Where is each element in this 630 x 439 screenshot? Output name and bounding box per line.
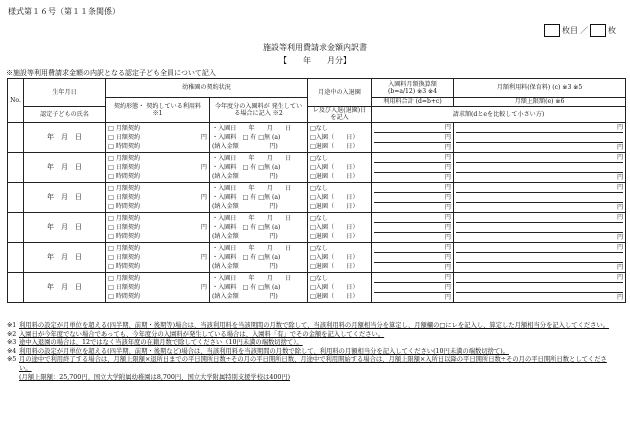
yen-unit (456, 193, 623, 203)
footnote-marker (7, 374, 19, 383)
contract-form-field[interactable] (106, 182, 210, 212)
mid-entry-field[interactable] (308, 122, 372, 152)
col-contract-form: 契約形態・ 契約している利用料 ※1 (106, 98, 210, 123)
contract-option[interactable]: □ 月額契約 (108, 244, 141, 252)
col-mid-entry: 月途中の入退園 (308, 79, 372, 107)
monthly-fee-field[interactable] (454, 122, 626, 152)
dob-field[interactable]: 年 月 日 (24, 152, 106, 182)
monthly-fee-field[interactable] (454, 212, 626, 242)
admission-fee-field[interactable] (210, 122, 308, 152)
yen-unit: 円 (200, 163, 207, 171)
sheet-number-box[interactable] (544, 24, 560, 37)
yen-unit: 円 (444, 293, 452, 301)
row-number (8, 212, 24, 242)
col-no: No. (8, 79, 24, 123)
admission-line: ・入園料 □ 有 □無 (a) (212, 283, 281, 291)
yen-unit: 円 (200, 283, 207, 291)
admission-line: ・入園日 年 月 日 (212, 274, 292, 282)
row-number (8, 182, 24, 212)
mid-entry-option[interactable]: □入園（ 日） (310, 283, 359, 291)
total-sheets-box[interactable] (590, 24, 606, 37)
col-cap: 月額上限額(e) ※6 (454, 98, 626, 107)
contract-option[interactable]: □ 月額契約 (108, 274, 141, 282)
document-title: 施設等利用費請求金額内訳書 (263, 43, 367, 52)
total-label: 枚 (608, 25, 616, 35)
footnote-text: 利用料の設定が月単位を超える(四半期、前期・後期など)場合は、当該利用料を当該期間の月数で除して、利用料の月額相当分を記入してください(10円未満の端数切捨て)。 (19, 347, 509, 355)
contract-option[interactable]: □ 時間契約 (108, 142, 141, 150)
footnote (7, 339, 619, 348)
contract-option[interactable]: □ 時間契約 (108, 202, 141, 210)
yen-unit (456, 163, 623, 173)
yen-unit (456, 283, 623, 293)
footnote-text: 入園日が今年度でない場合であっても、今年度分の入園料が発生している場合は、入園料「有」でその金額を記入してください。 (19, 330, 385, 338)
mid-entry-option[interactable]: □入園（ 日） (310, 253, 359, 261)
col-admission-fee: 今年度分の入園料が 発生している場合に記入 ※2 (210, 98, 308, 123)
period: 【 年 月分】 (279, 56, 351, 65)
yen-unit: 円 (444, 263, 452, 271)
mid-entry-field[interactable] (308, 182, 372, 212)
yen-unit: 円 (200, 193, 207, 201)
col-entry-monthly: 入園料月額換算額 (b=a/12) ※3 ※4 (372, 79, 454, 98)
col-claim: 請求額(dとeを比較して小さい方) (372, 107, 626, 123)
breakdown-table (7, 78, 626, 303)
yen-unit: 円 (374, 163, 451, 173)
yen-unit: 円 (374, 123, 451, 133)
mid-entry-option[interactable]: □入園（ 日） (310, 193, 359, 201)
table-row (8, 122, 626, 152)
footnote (7, 356, 619, 373)
mid-entry-option[interactable]: □退園（ 日） (310, 262, 359, 270)
yen-unit: 円 (616, 293, 624, 301)
footnote-marker: ※2 (7, 330, 17, 338)
footnote-text: 利用料の設定が月単位を超える(四半期、前期・後期等)場合は、当該利用料を当該期間の月数で除して、当該利用料の月額相当分を算定し、月額欄の□にレを記入し、算定した月額相当分を記入してください。 (19, 322, 610, 329)
yen-unit: 円 (374, 183, 451, 193)
yen-unit: 円 (444, 233, 452, 241)
yen-unit: 円 (616, 173, 624, 181)
yen-unit: 円 (374, 253, 451, 263)
footnote-marker: ※1 (7, 322, 17, 329)
row-number (8, 152, 24, 182)
contract-option[interactable]: □ 日額契約 円 (108, 223, 207, 231)
dob-field[interactable]: 年 月 日 (24, 212, 106, 242)
dob-field[interactable]: 年 月 日 (24, 242, 106, 272)
entry-monthly-field[interactable] (372, 212, 454, 242)
form-number: 様式第１６号（第１１条関係） (8, 7, 120, 16)
dob-field[interactable]: 年 月 日 (24, 272, 106, 302)
contract-option[interactable]: □ 月額契約 (108, 124, 141, 132)
contract-option[interactable]: □ 日額契約 円 (108, 163, 207, 171)
yen-unit (456, 223, 623, 233)
col-total: 利用料合計 (d=b+c) (372, 98, 454, 107)
mid-entry-option[interactable]: □退園（ 日） (310, 292, 359, 300)
mid-entry-option[interactable]: □なし (310, 124, 328, 132)
admission-line: (納入金額 円) (212, 292, 278, 300)
entry-monthly-field[interactable] (372, 152, 454, 182)
yen-unit: 円 (616, 143, 624, 151)
yen-unit (456, 253, 623, 263)
monthly-fee-field[interactable] (454, 272, 626, 302)
row-number (8, 242, 24, 272)
col-contract: 幼稚園の契約状況 (106, 79, 308, 98)
admission-fee-field[interactable] (210, 272, 308, 302)
mid-entry-option[interactable]: □入園（ 日） (310, 223, 359, 231)
contract-option[interactable]: □ 日額契約 円 (108, 193, 207, 201)
yen-unit (456, 133, 623, 143)
footnote-text: (月額上限額：25,700円、国立大学附属幼稚園は8,700円、国立大学附属特別支援学校は400円) (19, 373, 291, 381)
contract-option[interactable]: □ 日額契約 円 (108, 283, 207, 291)
footnote-marker: ※5 (7, 356, 17, 364)
admission-line: ・入園料 □ 有 □無 (a) (212, 163, 281, 171)
admission-line: ・入園日 年 月 日 (212, 124, 292, 132)
yen-unit: 円 (374, 193, 451, 203)
footnotes (7, 322, 619, 382)
mid-entry-field[interactable] (308, 152, 372, 182)
table-row (8, 212, 626, 242)
contract-form-field[interactable] (106, 272, 210, 302)
admission-line: ・入園日 年 月 日 (212, 154, 292, 162)
sheet-label: 枚目 (562, 25, 578, 35)
contract-option[interactable]: □ 月額契約 (108, 154, 141, 162)
admission-fee-field[interactable] (210, 212, 308, 242)
table-row (8, 182, 626, 212)
table-row (8, 152, 626, 182)
admission-fee-field[interactable] (210, 152, 308, 182)
admission-line: ・入園日 年 月 日 (212, 244, 292, 252)
mid-entry-option[interactable]: □退園（ 日） (310, 142, 359, 150)
contract-form-field[interactable] (106, 152, 210, 182)
slash: ／ (580, 25, 588, 35)
table-row (8, 272, 626, 302)
page-index (544, 24, 616, 37)
admission-line: (納入金額 円) (212, 172, 278, 180)
contract-form-field[interactable] (106, 212, 210, 242)
yen-unit: 円 (374, 223, 451, 233)
mid-entry-option[interactable]: □入園（ 日） (310, 163, 359, 171)
yen-unit: 円 (616, 203, 624, 211)
admission-line: ・入園日 年 月 日 (212, 184, 292, 192)
mid-entry-option[interactable]: □なし (310, 274, 328, 282)
yen-unit: 円 (374, 153, 451, 163)
admission-line: (納入金額 円) (212, 142, 278, 150)
admission-line: ・入園料 □ 有 □無 (a) (212, 223, 281, 231)
admission-line: ・入園料 □ 有 □無 (a) (212, 253, 281, 261)
dob-field[interactable]: 年 月 日 (24, 122, 106, 152)
yen-unit: 円 (374, 213, 451, 223)
col-monthly-fee: 月額利用料(保育料) (c) ※3 ※5 (454, 79, 626, 98)
monthly-fee-field[interactable] (454, 182, 626, 212)
footnote (7, 331, 619, 340)
mid-entry-field[interactable] (308, 212, 372, 242)
yen-unit: 円 (456, 183, 623, 193)
monthly-fee-field[interactable] (454, 152, 626, 182)
admission-line: ・入園日 年 月 日 (212, 214, 292, 222)
admission-fee-field[interactable] (210, 242, 308, 272)
mid-entry-option[interactable]: □退園（ 日） (310, 202, 359, 210)
entry-monthly-field[interactable] (372, 272, 454, 302)
yen-unit: 円 (374, 133, 451, 143)
mid-entry-field[interactable] (308, 272, 372, 302)
yen-unit: 円 (444, 203, 452, 211)
mid-entry-option[interactable]: □なし (310, 244, 328, 252)
col-child-name: 認定子どもの氏名 (24, 107, 106, 123)
contract-option[interactable]: □ 時間契約 (108, 232, 141, 240)
footnote (7, 322, 619, 331)
yen-unit: 円 (374, 243, 451, 253)
yen-unit: 円 (200, 133, 207, 141)
admission-line: (納入金額 円) (212, 202, 278, 210)
admission-fee-field[interactable] (210, 182, 308, 212)
mid-entry-field[interactable] (308, 242, 372, 272)
mid-entry-option[interactable]: □なし (310, 214, 328, 222)
mid-entry-option[interactable]: □退園（ 日） (310, 172, 359, 180)
contract-option[interactable]: □ 月額契約 (108, 214, 141, 222)
footnote-text: 月の途中で利用終了する場合は、月額上限額×退所日までの平日開所日数÷その月の平日開所日数、月途中で利用開始する場合は、月額上限額×入所日以降の平日開所日数÷その月の平日開所日数としてください。 (19, 356, 607, 372)
contract-option[interactable]: □ 時間契約 (108, 262, 141, 270)
contract-option[interactable]: □ 時間契約 (108, 172, 141, 180)
yen-unit: 円 (456, 243, 623, 253)
yen-unit: 円 (444, 173, 452, 181)
yen-unit: 円 (200, 253, 207, 261)
row-number (8, 122, 24, 152)
contract-form-field[interactable] (106, 242, 210, 272)
mid-entry-option[interactable]: □退園（ 日） (310, 232, 359, 240)
contract-option[interactable]: □ 時間契約 (108, 292, 141, 300)
yen-unit: 円 (456, 273, 623, 283)
yen-unit: 円 (456, 213, 623, 223)
entry-monthly-field[interactable] (372, 242, 454, 272)
mid-entry-option[interactable]: □なし (310, 154, 328, 162)
entry-monthly-field[interactable] (372, 182, 454, 212)
col-dob: 生年月日 (24, 79, 106, 107)
admission-line: ・入園料 □ 有 □無 (a) (212, 193, 281, 201)
footnote-text: 途中入退園の場合は、12ではなく当該年度の在籍月数で除してください（10円未満の端数切捨て）。 (19, 339, 303, 347)
footnote-marker: ※3 (7, 339, 17, 347)
contract-option[interactable]: □ 日額契約 円 (108, 253, 207, 261)
yen-unit: 円 (456, 123, 623, 133)
monthly-fee-field[interactable] (454, 242, 626, 272)
yen-unit: 円 (200, 223, 207, 231)
yen-unit: 円 (444, 143, 452, 151)
admission-line: (納入金額 円) (212, 232, 278, 240)
row-number (8, 272, 24, 302)
contract-option[interactable]: □ 月額契約 (108, 184, 141, 192)
admission-line: ・入園料 □ 有 □無 (a) (212, 133, 281, 141)
yen-unit: 円 (616, 233, 624, 241)
footnote-marker: ※4 (7, 347, 17, 355)
mid-entry-option[interactable]: □なし (310, 184, 328, 192)
mid-entry-option[interactable]: □入園（ 日） (310, 133, 359, 141)
entry-monthly-field[interactable] (372, 122, 454, 152)
col-mid-entry-sub: レ及び入退(退園)日を記入 (308, 107, 372, 123)
yen-unit: 円 (456, 153, 623, 163)
admission-line: (納入金額 円) (212, 262, 278, 270)
dob-field[interactable]: 年 月 日 (24, 182, 106, 212)
contract-form-field[interactable] (106, 122, 210, 152)
yen-unit: 円 (374, 273, 451, 283)
yen-unit: 円 (616, 263, 624, 271)
contract-option[interactable]: □ 日額契約 円 (108, 133, 207, 141)
yen-unit: 円 (374, 283, 451, 293)
lead-note: ※施設等利用費請求金額の内訳となる認定子ども全員について記入 (6, 69, 216, 77)
footnote (7, 374, 619, 383)
table-row (8, 242, 626, 272)
